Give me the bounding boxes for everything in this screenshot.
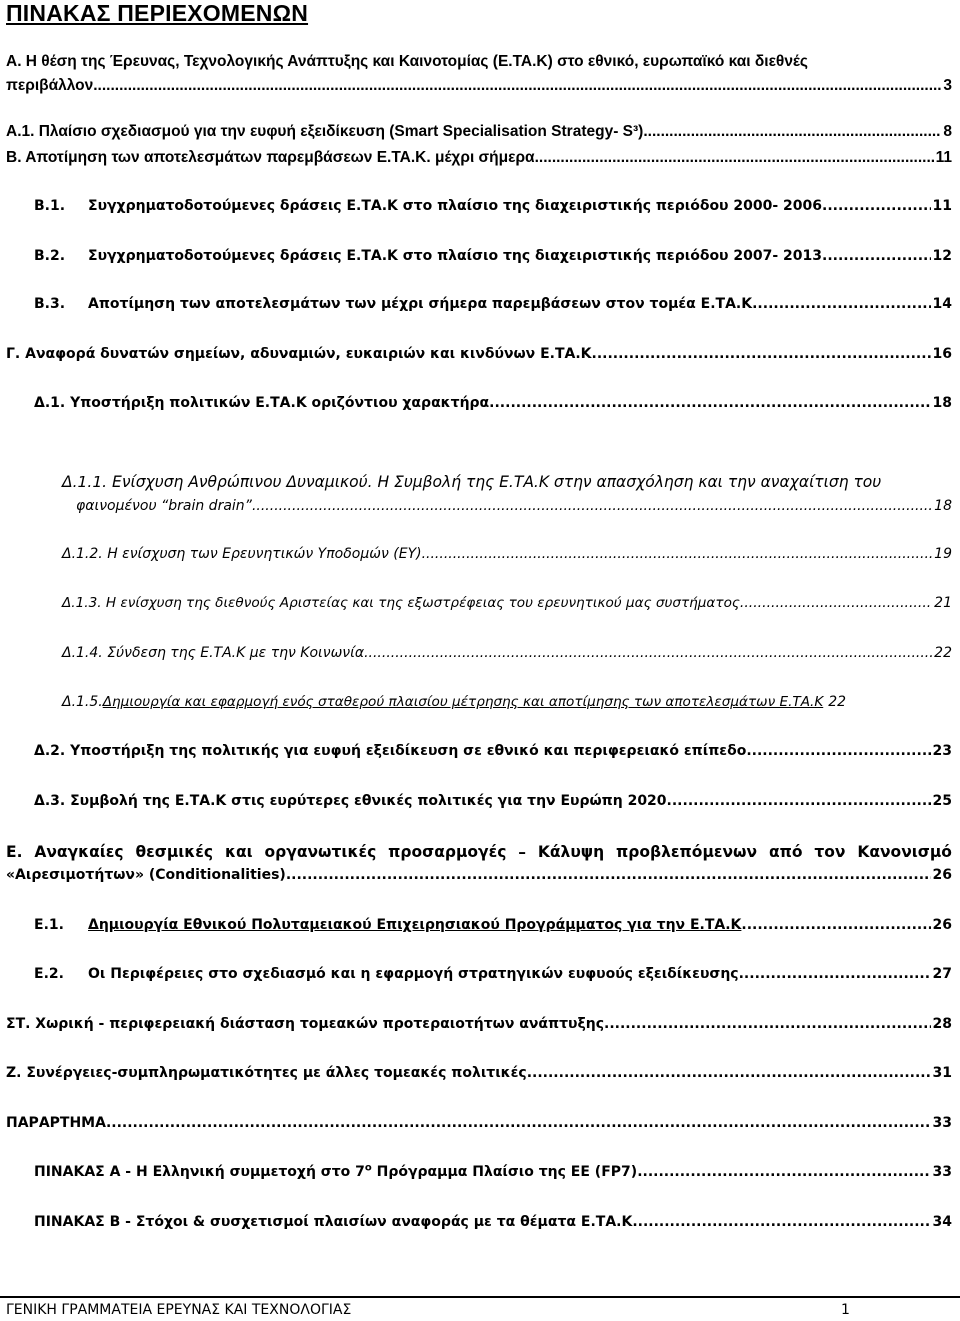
toc-entry-text: Δημιουργία Εθνικού Πολυταμειακού Επιχειρησιακού Προγράμματος για την Ε.ΤΑ.Κ (88, 917, 742, 933)
footer-page-number: 1 (841, 1302, 850, 1318)
toc-entry-d11[interactable] (76, 496, 952, 516)
toc-entry-table-a[interactable] (34, 1162, 952, 1182)
toc-entry-text: Γ. Αναφορά δυνατών σημείων, αδυναμιών, ευκαιριών και κινδύνων Ε.ΤΑ.Κ (6, 346, 592, 362)
toc-entry-word: Αναγκαίες (34, 843, 124, 861)
toc-entry-text: Β. Αποτίμηση των αποτελεσμάτων παρεμβάσεων Ε.ΤΑ.Κ. μέχρι σήμερα (6, 149, 535, 166)
toc-entry-st[interactable] (6, 1014, 952, 1034)
toc-entry-text: Δ.1.3. Η ενίσχυση της διεθνούς Αριστείας και της εξωστρέφειας του ερευνητικού μας συστήματος (62, 595, 740, 611)
toc-leader-dots (252, 496, 932, 516)
toc-leader-dots (489, 393, 930, 413)
toc-page-number: 16 (932, 346, 952, 362)
toc-entry-text: Συγχρηματοδοτούμενες δράσεις Ε.ΤΑ.Κ στο πλαίσιο της διαχειριστικής περιόδου 2007- 2013. (88, 248, 828, 264)
toc-entry-word: και (224, 843, 253, 861)
toc-entry-b3[interactable] (34, 294, 952, 314)
toc-entry-a1[interactable] (6, 122, 952, 142)
toc-entry-a-line1[interactable]: Α. Η θέση της Έρευνας, Τεχνολογικής Ανάπτυξης και Καινοτομίας (Ε.ΤΑ.Κ) στο εθνικό, ευρωπαϊκό και διεθνές (6, 53, 808, 70)
toc-page-number: 23 (932, 743, 952, 759)
toc-entry-d15[interactable] (62, 692, 952, 712)
toc-page-number: 11 (932, 198, 952, 214)
toc-leader-dots (739, 964, 931, 984)
toc-leader-dots (527, 1063, 931, 1083)
toc-entry-b[interactable] (6, 148, 952, 168)
toc-page-number: 31 (932, 1065, 952, 1081)
toc-entry-text: ΠΙΝΑΚΑΣ Β - Στόχοι & συσχετισμοί πλαισίων αναφοράς με τα θέματα Ε.ΤΑ.Κ (34, 1214, 633, 1230)
toc-page-number: 19 (934, 546, 952, 562)
toc-entry-prefix: Δ.1.5. (62, 694, 103, 710)
toc-entry-e-line1[interactable] (6, 842, 952, 862)
toc-entry-d12[interactable] (62, 544, 952, 564)
page-title: ΠΙΝΑΚΑΣ ΠΕΡΙΕΧΟΜΕΝΩΝ (6, 0, 309, 26)
toc-entry-text: περιβάλλον (6, 77, 94, 94)
toc-entry-text: Δ.2. Υποστήριξη της πολιτικής για ευφυή εξειδίκευση σε εθνικό και περιφερειακό επίπεδο (34, 743, 747, 759)
toc-entry-text: ΠΑΡΑΡΤΗΜΑ (6, 1115, 106, 1131)
toc-leader-dots (752, 294, 930, 314)
toc-entry-d14[interactable] (62, 643, 952, 663)
toc-entry-text: Οι Περιφέρειες στο σχεδιασμό και η εφαρμογή στρατηγικών ευφυούς εξειδίκευσης (88, 966, 739, 982)
toc-leader-dots (106, 1113, 931, 1133)
toc-page-number: 12 (932, 248, 952, 264)
toc-entry-b2[interactable] (34, 246, 952, 266)
toc-leader-dots (535, 148, 934, 168)
toc-entry-superscript: ο (364, 1162, 372, 1174)
toc-leader-dots (827, 196, 930, 216)
toc-entry-e1[interactable] (34, 915, 952, 935)
toc-leader-dots (741, 915, 930, 935)
footer-divider (0, 1296, 960, 1298)
toc-leader-dots (667, 791, 931, 811)
toc-page-number: 34 (932, 1214, 952, 1230)
toc-page-number: 22 (828, 694, 847, 710)
toc-entry-word: θεσμικές (135, 843, 214, 861)
toc-entry-word: προσαρμογές (388, 843, 507, 861)
toc-entry-e2[interactable] (34, 964, 952, 984)
toc-page-number: 18 (934, 498, 952, 514)
toc-entry-d11-line1[interactable]: Δ.1.1. Ενίσχυση Ανθρώπινου Δυναμικού. Η Συμβολή της Ε.ΤΑ.Κ στην απασχόληση και την αναχαίτιση του (62, 473, 882, 491)
toc-entry-d2[interactable] (34, 741, 952, 761)
toc-entry-text: φαινομένου “brain drain” (76, 498, 252, 514)
toc-leader-dots (592, 344, 931, 364)
toc-entry-number: Β.2. (34, 248, 66, 264)
toc-entry-word: – (518, 843, 526, 861)
toc-entry-text: Ζ. Συνέργειες-συμπληρωματικότητες με άλλες τομεακές πολιτικές (6, 1065, 527, 1081)
toc-leader-dots (422, 544, 933, 564)
toc-entry-d13[interactable] (62, 593, 952, 613)
toc-entry-d3[interactable] (34, 791, 952, 811)
toc-entry-text: Αποτίμηση των αποτελεσμάτων των μέχρι σήμερα παρεμβάσεων στον τομέα Ε.ΤΑ.Κ (88, 296, 753, 312)
toc-entry-word: από (768, 843, 803, 861)
toc-entry-word: Κανονισμό (857, 843, 952, 861)
toc-entry-d1[interactable] (34, 393, 952, 413)
footer-text: ΓΕΝΙΚΗ ΓΡΑΜΜΑΤΕΙΑ ΕΡΕΥΝΑΣ ΚΑΙ ΤΕΧΝΟΛΟΓΙΑΣ (6, 1302, 352, 1318)
toc-page-number: 11 (935, 149, 952, 166)
toc-leader-dots (604, 1014, 931, 1034)
toc-entry-text: ΣΤ. Χωρική - περιφερειακή διάσταση τομεακών προτεραιοτήτων ανάπτυξης (6, 1016, 605, 1032)
toc-entry-text: Α.1. Πλαίσιο σχεδιασμού για την ευφυή εξειδίκευση (Smart Specialisation Strategy- S³) (6, 123, 644, 140)
toc-leader-dots (746, 741, 930, 761)
toc-entry-text: Δ.1.2. Η ενίσχυση των Ερευνητικών Υποδομών (ΕΥ) (62, 546, 422, 562)
toc-page-number: 26 (932, 867, 952, 883)
toc-entry-word: τον (814, 843, 846, 861)
toc-entry-text: Δ.3. Συμβολή της Ε.ΤΑ.Κ στις ευρύτερες εθνικές πολιτικές για την Ευρώπη 2020 (34, 793, 667, 809)
toc-leader-dots (364, 643, 932, 663)
toc-leader-dots (643, 122, 941, 142)
toc-entry-number: Ε.2. (34, 966, 64, 982)
toc-page-number: 18 (932, 395, 952, 411)
toc-entry-number: Β.1. (34, 198, 66, 214)
toc-entry-table-b[interactable] (34, 1212, 952, 1232)
toc-page-number: 28 (932, 1016, 952, 1032)
toc-page-number: 33 (932, 1115, 952, 1131)
toc-entry-e[interactable] (6, 865, 952, 885)
toc-page-number: 14 (932, 296, 952, 312)
toc-entry-b1[interactable] (34, 196, 952, 216)
toc-entry-c[interactable] (6, 344, 952, 364)
toc-leader-dots (827, 246, 930, 266)
toc-entry-appendix[interactable] (6, 1113, 952, 1133)
toc-entry-text: Συγχρηματοδοτούμενες δράσεις Ε.ΤΑ.Κ στο πλαίσιο της διαχειριστικής περιόδου 2000- 2006. (88, 198, 828, 214)
toc-entry-word: Κάλυψη (537, 843, 605, 861)
toc-entry-text: Δ.1.4. Σύνδεση της Ε.ΤΑ.Κ με την Κοινωνία (62, 645, 365, 661)
toc-leader-dots (637, 1162, 930, 1182)
toc-entry-z[interactable] (6, 1063, 952, 1083)
toc-leader-dots (286, 865, 931, 885)
toc-entry-number: Β.3. (34, 296, 66, 312)
toc-entry-a[interactable] (6, 76, 952, 96)
toc-leader-dots (632, 1212, 930, 1232)
toc-entry-word: προβλεπόμενων (616, 843, 758, 861)
toc-page-number: 25 (932, 793, 952, 809)
toc-entry-word: οργανωτικές (264, 843, 377, 861)
toc-entry-number: Ε.1. (34, 917, 64, 933)
toc-page-number: 8 (943, 123, 952, 140)
toc-leader-dots (93, 76, 941, 96)
toc-entry-text: Δ.1. Υποστήριξη πολιτικών Ε.ΤΑ.Κ οριζόντιου χαρακτήρα (34, 395, 490, 411)
toc-entry-text: Δημιουργία και εφαρμογή ενός σταθερού πλαισίου μέτρησης και αποτίμησης των αποτελεσμάτων Ε.ΤΑ.Κ (102, 694, 824, 710)
toc-entry-text (34, 1162, 637, 1182)
toc-leader-dots (740, 593, 932, 613)
toc-page-number: 26 (932, 917, 952, 933)
toc-page-number: 22 (934, 645, 952, 661)
toc-page-number: 3 (943, 77, 952, 94)
toc-page-number: 27 (932, 966, 952, 982)
toc-entry-text: «Αιρεσιμοτήτων» (Conditionalities) (6, 867, 286, 883)
toc-entry-word: Ε. (6, 843, 23, 861)
toc-entry-text-part: ΠΙΝΑΚΑΣ Α - Η Ελληνική συμμετοχή στο 7 (34, 1164, 365, 1180)
toc-page-number: 21 (934, 595, 952, 611)
toc-page-number: 33 (932, 1164, 952, 1180)
toc-entry-text-part: Πρόγραμμα Πλαίσιο της ΕΕ (FP7) (371, 1164, 638, 1180)
